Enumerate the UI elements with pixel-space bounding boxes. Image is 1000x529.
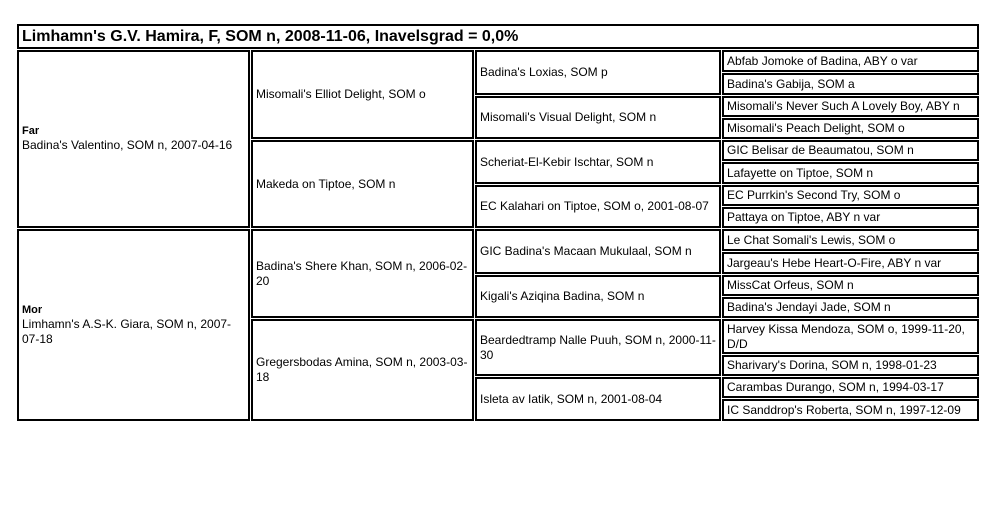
grandparent-name: Badina's Shere Khan, SOM n, 2006-02-20: [256, 258, 468, 288]
great-grandparent-name: Beardedtramp Nalle Puuh, SOM n, 2000-11-30: [480, 332, 716, 362]
gen4-ancestor: [722, 185, 979, 206]
gen4-ancestor: [722, 355, 979, 376]
gen4-ancestor: [722, 140, 979, 161]
gen4-ancestor: [722, 252, 979, 274]
gen4-ancestor-name: Badina's Gabija, SOM a: [727, 76, 855, 91]
great-grandparent-name: Isleta av Iatik, SOM n, 2001-08-04: [480, 391, 663, 406]
gen4-ancestor-name: MissCat Orfeus, SOM n: [727, 278, 854, 292]
gen4-ancestor: [722, 297, 979, 318]
gen4-ancestor-name: Misomali's Peach Delight, SOM o: [727, 121, 905, 135]
gen4-ancestor: [722, 96, 979, 117]
pedigree-title: [17, 24, 979, 49]
gen4-ancestor-name: Abfab Jomoke of Badina, ABY o var: [727, 53, 918, 68]
gen4-ancestor: [722, 275, 979, 296]
gen4-ancestor: [722, 118, 979, 139]
sire-label: Far: [22, 125, 40, 137]
grandparent-name: Makeda on Tiptoe, SOM n: [256, 176, 396, 191]
gen4-ancestor: [722, 50, 979, 72]
great-grandparent-name: Scheriat-El-Kebir Ischtar, SOM n: [480, 154, 654, 169]
great-grandparent: [475, 319, 721, 376]
great-grandparent: [475, 50, 721, 95]
grandparent-name: Gregersbodas Amina, SOM n, 2003-03-18: [256, 355, 468, 384]
gen4-ancestor-name: IC Sanddrop's Roberta, SOM n, 1997-12-09: [727, 402, 961, 417]
gen4-ancestor-name: Jargeau's Hebe Heart-O-Fire, ABY n var: [727, 255, 942, 270]
gen4-ancestor: [722, 319, 979, 354]
grandparent-sire-sire: [251, 50, 474, 139]
gen4-ancestor-name: Sharivary's Dorina, SOM n, 1998-01-23: [727, 358, 937, 372]
great-grandparent-name: Kigali's Aziqina Badina, SOM n: [480, 289, 645, 303]
dam-label: Mor: [22, 303, 43, 316]
great-grandparent-name: EC Kalahari on Tiptoe, SOM o, 2001-08-07: [480, 199, 709, 213]
great-grandparent: [475, 377, 721, 421]
gen4-ancestor: [722, 377, 979, 398]
gen4-ancestor-name: EC Purrkin's Second Try, SOM o: [727, 188, 901, 202]
great-grandparent-name: GIC Badina's Macaan Mukulaal, SOM n: [480, 244, 692, 258]
grandparent-dam-sire: [251, 229, 474, 318]
gen4-ancestor: [722, 399, 979, 421]
great-grandparent: [475, 275, 721, 318]
great-grandparent: [475, 185, 721, 228]
gen4-ancestor-name: Lafayette on Tiptoe, SOM n: [727, 165, 874, 180]
grandparent-name: Misomali's Elliot Delight, SOM o: [256, 87, 426, 101]
gen4-ancestor-name: GIC Belisar de Beaumatou, SOM n: [727, 143, 914, 157]
gen4-ancestor: [722, 73, 979, 95]
grandparent-dam-dam: [251, 319, 474, 421]
gen4-ancestor-name: Harvey Kissa Mendoza, SOM o, 1999-11-20, D/D: [727, 321, 965, 351]
great-grandparent-name: Misomali's Visual Delight, SOM n: [480, 110, 657, 124]
pedigree-title-text: Limhamn's G.V. Hamira, F, SOM n, 2008-11-06, Inavelsgrad = 0,0%: [22, 28, 519, 45]
gen4-ancestor-name: Pattaya on Tiptoe, ABY n var: [727, 210, 881, 224]
great-grandparent-name: Badina's Loxias, SOM p: [480, 65, 608, 79]
gen4-ancestor: [722, 229, 979, 251]
gen4-ancestor: [722, 162, 979, 184]
gen4-ancestor-name: Badina's Jendayi Jade, SOM n: [727, 300, 891, 314]
dam-name: Limhamn's A.S-K. Giara, SOM n, 2007-07-18: [22, 316, 232, 346]
gen4-ancestor-name: Le Chat Somali's Lewis, SOM o: [727, 232, 896, 247]
parent-dam: [17, 229, 250, 421]
great-grandparent: [475, 96, 721, 139]
gen4-ancestor-name: Misomali's Never Such A Lovely Boy, ABY n: [727, 99, 960, 113]
great-grandparent: [475, 140, 721, 184]
gen4-ancestor-name: Carambas Durango, SOM n, 1994-03-17: [727, 380, 944, 394]
gen4-ancestor: [722, 207, 979, 228]
great-grandparent: [475, 229, 721, 274]
sire-name: Badina's Valentino, SOM n, 2007-04-16: [22, 138, 233, 152]
grandparent-sire-dam: [251, 140, 474, 228]
parent-sire: [17, 50, 250, 228]
